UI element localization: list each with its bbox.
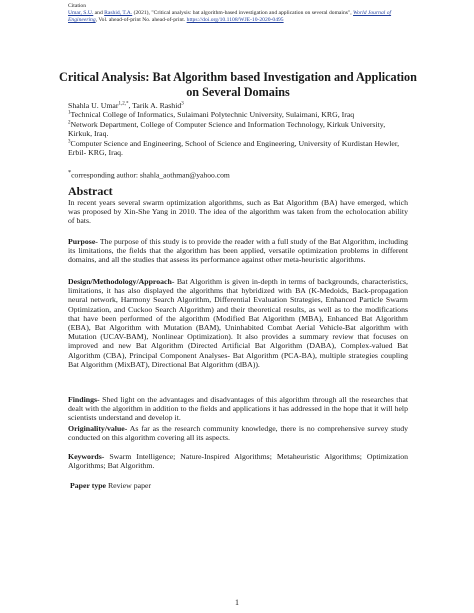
design-text: Bat Algorithm is given in-depth in terms of backgrounds, characteristics, limitations, it has also displayed the algorithms that hybridized with BA (K-Medoids, Back-propagation neural network, Harmony Search Algorithm, Differential Evaluation Strategies, Enhanced Particle Swarm Optimization, and Cuckoo Search Algorithm) and their theoretical results, as well as to the modifications that have been performed of the algorithm (Modified Bat Algorithm (MBA), Enhanced Bat Algorithm (EBA), Bat Algorithm with Mutation (BAM), Uninhabited Combat Aerial Vehicle-Bat algorithm with Mutation (UCAV-BAM), Nonlinear Optimization). It also provides a summary review that focuses on improved and new Bat Algorithm (Directed Artificial Bat Algorithm (DABA), Complex-valued Bat Algorithm (CBA), Principal Component Analyses- Bat Algorithm (PCA-BA), multiple strategies coupling Bat Algorithm (MixBAT), Directional Bat Algorithm (dBA)). bbox=[68, 277, 408, 369]
affiliation-1-text: Technical College of Informatics, Sulaimani Polytechnic University, Sulaimani, KRG, Iraq bbox=[70, 110, 355, 120]
author-1: Shahla U. Umar bbox=[68, 101, 119, 110]
findings-label: Findings- bbox=[68, 395, 100, 404]
email-text: corresponding author: shahla_aothman@yahoo.com bbox=[71, 170, 230, 180]
abstract-heading: Abstract bbox=[68, 184, 113, 198]
corresponding-email bbox=[68, 168, 408, 180]
citation-issue: , Vol. ahead-of-print No. ahead-of-print. bbox=[95, 17, 187, 23]
citation-doi-link[interactable]: https://doi.org/10.1108/WJE-10-2020-0495 bbox=[186, 17, 284, 23]
citation-text bbox=[68, 10, 408, 24]
keywords-text: Swarm Intelligence; Nature-Inspired Algorithms; Metaheuristic Algorithms; Optimization Algorithms; Bat Algorithm. bbox=[68, 452, 408, 471]
purpose-label: Purpose- bbox=[68, 237, 98, 246]
citation-author1-link[interactable]: Umar, S.U. bbox=[68, 10, 94, 16]
author-2-sup: 3 bbox=[181, 101, 184, 107]
design-label: Design/Methodology/Approach- bbox=[68, 277, 175, 286]
paper-type bbox=[70, 481, 410, 490]
citation-block bbox=[68, 3, 408, 24]
affiliation-2-sup: 2 bbox=[68, 120, 71, 126]
paper-type-text: Review paper bbox=[106, 481, 152, 490]
abstract-intro: In recent years several swarm optimization algorithms, such as Bat Algorithm (BA) have emerged, which was proposed by Xin-She Yang in 2010. The idea of the algorithm was taken from the echolocation ability of bats. bbox=[68, 198, 408, 226]
email-sup: * bbox=[68, 169, 72, 176]
abstract-purpose bbox=[68, 237, 408, 265]
originality-label: Originality/value- bbox=[68, 424, 128, 433]
affiliation-2-text: Network Department, College of Computer Science and Information Technology, Kirkuk University, Kirkuk, Iraq. bbox=[68, 119, 386, 139]
affiliation-3-text: Computer Science and Engineering, School of Science and Engineering, University of Kurdistan Hewler, Erbil- KRG, Iraq. bbox=[68, 138, 400, 158]
page-number: 1 bbox=[235, 598, 239, 607]
abstract-originality bbox=[68, 424, 408, 442]
affiliation-3-sup: 3 bbox=[68, 139, 71, 145]
author-2: , Tarik A. Rashid bbox=[128, 101, 182, 110]
citation-sep: and bbox=[93, 10, 105, 16]
keywords-label: Keywords- bbox=[68, 452, 105, 461]
citation-middle: (2021), "Critical analysis: bat algorithm-based investigation and application on several domains", bbox=[132, 10, 354, 16]
purpose-text: The purpose of this study is to provide the reader with a full study of the Bat Algorithm, including its limitations, the fields that the algorithm has been applied, versatile optimization problems in different domains, and all the studies that assess its performance against other meta-heuristic algorithms. bbox=[68, 237, 408, 265]
abstract-findings bbox=[68, 395, 408, 423]
citation-label: Citation bbox=[68, 3, 87, 9]
findings-text: Shed light on the advantages and disadvantages of this algorithm through all the researches that dealt with the algorithm in addition to the fields and applications it has addressed in the hope that it will help scientists understand and develop it. bbox=[68, 395, 408, 423]
citation-journal-link[interactable]: World Journal of Engineering bbox=[68, 10, 392, 23]
affiliation-1-sup: 1 bbox=[68, 110, 71, 116]
originality-text: As far as the research community knowledge, there is no comprehensive survey study conducted on this algorithm covering all its aspects. bbox=[68, 424, 408, 443]
abstract-keywords bbox=[68, 452, 408, 470]
abstract-design bbox=[68, 277, 408, 369]
paper-title: Critical Analysis: Bat Algorithm based Investigation and Application on Several Domains bbox=[59, 70, 417, 99]
affiliation-3 bbox=[68, 139, 408, 158]
author-line bbox=[68, 101, 408, 110]
affiliation-2 bbox=[68, 120, 408, 139]
affiliation-1 bbox=[68, 110, 408, 119]
author-1-sup: 1,2,* bbox=[118, 101, 129, 107]
citation-author2-link[interactable]: Rashid, T.A. bbox=[104, 10, 133, 16]
paper-type-label: Paper type bbox=[70, 481, 107, 490]
authors-block bbox=[68, 101, 408, 157]
